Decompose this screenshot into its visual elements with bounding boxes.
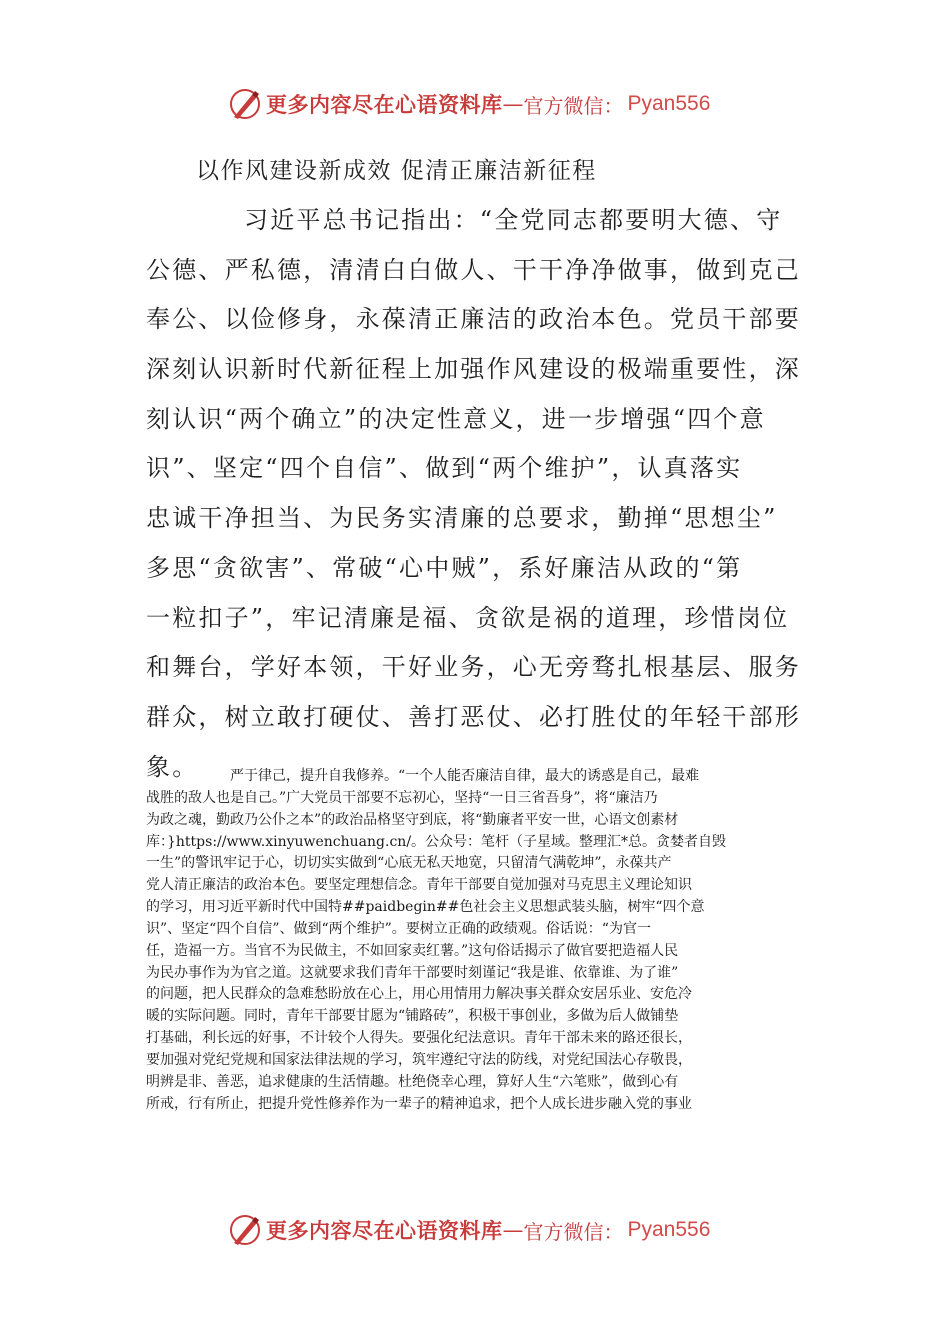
- text-line: 库：}https://www.xinyuwenchuang.cn/。公众号：笔杆（子星域。整理汇*总。贪婪者自毁: [146, 833, 727, 850]
- text-line: 识”、坚定“四个自信”、做到“两个维护”。要树立正确的政绩观。俗话说：“为官一: [146, 920, 651, 937]
- text-line: 党人清正廉洁的政治本色。要坚定理想信念。青年干部要自觉加强对马克思主义理论知识: [146, 877, 692, 894]
- pen-logo-icon: [228, 87, 262, 121]
- intro-paragraph: [146, 196, 806, 792]
- body-paragraph: [146, 766, 811, 1116]
- text-line: 的学习，用习近平新时代中国特##paidbegin##色社会主义思想武装头脑，树牢“四个意: [146, 899, 705, 916]
- document-title: 以作风建设新成效 促清正廉洁新征程: [196, 158, 597, 184]
- text-line: 多思“贪欲害”、常破“心中贼”，系好廉洁从政的“第: [146, 553, 743, 582]
- text-line: 忠诚干净担当、为民务实清廉的总要求，勤掸“思想尘”: [146, 504, 778, 533]
- text-line: 习近平总书记指出：“全党同志都要明大德、守: [244, 206, 783, 234]
- text-line: 为民办事作为为官之道。这就要求我们青年干部要时刻谨记“我是谁、依靠谁、为了谁”: [146, 964, 679, 981]
- header-wechat-id: Pyan556: [627, 92, 711, 115]
- header-wechat-label: 官方微信：: [523, 93, 624, 118]
- text-line: 战胜的敌人也是自己。”广大党员干部要不忘初心，坚持“一日三省吾身”，将“廉洁乃: [146, 789, 658, 806]
- footer-separator: —: [502, 1218, 524, 1242]
- text-line: 公德、严私德，清清白白做人、干干净净做事，做到克己: [146, 255, 801, 284]
- header-banner: [228, 86, 710, 122]
- text-line: 深刻认识新时代新征程上加强作风建设的极端重要性，深: [146, 355, 801, 384]
- text-line: 打基础，利长远的好事，不计较个人得失。要强化纪法意识。青年干部未来的路还很长，: [146, 1030, 692, 1047]
- footer-banner: [228, 1212, 710, 1248]
- footer-wechat-label: 官方微信：: [523, 1219, 624, 1244]
- text-line: 一粒扣子”，牢记清廉是福、贪欲是祸的道理，珍惜岗位: [146, 603, 790, 632]
- text-line: 群众，树立敢打硬仗、善打恶仗、必打胜仗的年轻干部形: [146, 702, 801, 731]
- text-line: 严于律己，提升自我修养。“一个人能否廉洁自律，最大的诱惑是自己，最难: [230, 768, 700, 784]
- text-line: 识”、坚定“四个自信”、做到“两个维护”，认真落实: [146, 454, 743, 483]
- text-line: 为政之魂，勤政乃公仆之本”的政治品格坚守到底，将“勤廉者平安一世，心语文创素材: [146, 811, 679, 828]
- header-separator: —: [502, 92, 524, 116]
- text-line: 的问题，把人民群众的急难愁盼放在心上，用心用情用力解决事关群众安居乐业、安危冷: [146, 986, 692, 1003]
- text-line: 刻认识“两个确立”的决定性意义，进一步增强“四个意: [146, 404, 766, 433]
- text-line: 要加强对党纪党规和国家法律法规的学习，筑牢遵纪守法的防线，对党纪国法心存敬畏，: [146, 1051, 692, 1068]
- text-line: 明辨是非、善恶，追求健康的生活情趣。杜绝侥幸心理，算好人生“六笔账”，做到心有: [146, 1073, 679, 1090]
- text-line: 奉公、以俭修身，永葆清正廉洁的政治本色。党员干部要: [146, 305, 801, 334]
- text-line: 所戒，行有所止，把提升党性修养作为一辈子的精神追求，把个人成长进步融入党的事业: [146, 1095, 692, 1112]
- text-line: 暖的实际问题。同时，青年干部要甘愿为“铺路砖”，积极干事创业，多做为后人做铺垫: [146, 1008, 679, 1025]
- text-line: 象。: [146, 752, 199, 781]
- header-site-text: 更多内容尽在心语资料库: [266, 93, 503, 117]
- pen-logo-icon: [228, 1213, 262, 1247]
- text-line: 一生”的警讯牢记于心，切切实实做到“心底无私天地宽，只留清气满乾坤”，永葆共产: [146, 855, 672, 872]
- footer-site-text: 更多内容尽在心语资料库: [266, 1219, 503, 1243]
- text-line: 和舞台，学好本领，干好业务，心无旁骛扎根基层、服务: [146, 653, 801, 682]
- footer-wechat-id: Pyan556: [627, 1218, 711, 1241]
- text-line: 任，造福一方。当官不为民做主，不如回家卖红薯。”这句俗话揭示了做官要把造福人民: [146, 942, 679, 959]
